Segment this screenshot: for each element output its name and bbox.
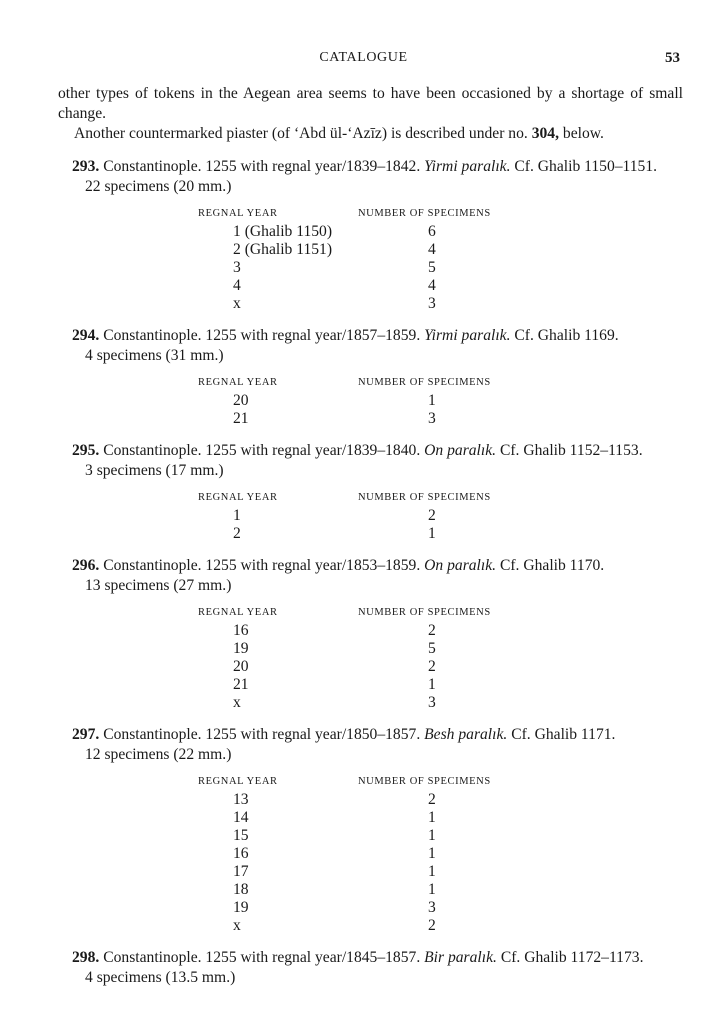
table-row (58, 223, 683, 241)
entry-reference: Cf. Ghalib 1170. (499, 557, 605, 574)
entry-mint: Constantinople. 1255 with regnal year/1839–1842. (103, 158, 421, 175)
specimen-count-cell: 1 (428, 676, 436, 693)
intro-text-end: below. (562, 125, 604, 142)
table-row (58, 845, 683, 863)
entry-denomination: Besh paralık. (424, 726, 508, 743)
catalogue-entry (58, 441, 683, 543)
table-header (58, 775, 683, 789)
entry-number: 293. (72, 158, 100, 175)
entry-specimens: 22 specimens (20 mm.) (85, 178, 232, 195)
catalogue-entry (58, 326, 683, 428)
entry-denomination: On paralık. (424, 557, 497, 574)
table-row (58, 525, 683, 543)
specimen-count-cell: 1 (428, 827, 436, 844)
table-row (58, 676, 683, 694)
regnal-year-cell: 18 (233, 881, 249, 898)
regnal-year-cell: 20 (233, 392, 249, 409)
entry-specimens: 3 specimens (17 mm.) (85, 462, 224, 479)
regnal-year-cell: 1 (233, 507, 241, 524)
entry-number: 294. (72, 327, 100, 344)
table-row (58, 658, 683, 676)
specimen-count-header: NUMBER OF SPECIMENS (358, 776, 491, 787)
table-row (58, 899, 683, 917)
table-row (58, 827, 683, 845)
regnal-year-cell: x (233, 295, 241, 312)
specimen-count-cell: 3 (428, 899, 436, 916)
specimen-table (58, 207, 683, 313)
entry-mint: Constantinople. 1255 with regnal year/1839–1840. (103, 442, 421, 459)
table-row (58, 863, 683, 881)
regnal-year-cell: x (233, 917, 241, 934)
specimen-count-cell: 1 (428, 809, 436, 826)
entry-number: 296. (72, 557, 100, 574)
table-row (58, 809, 683, 827)
table-row (58, 881, 683, 899)
entry-mint: Constantinople. 1255 with regnal year/1853–1859. (103, 557, 421, 574)
table-row (58, 277, 683, 295)
regnal-year-header: REGNAL YEAR (198, 377, 278, 388)
specimen-count-cell: 3 (428, 410, 436, 427)
table-row (58, 640, 683, 658)
specimen-table (58, 606, 683, 712)
specimen-count-cell: 2 (428, 791, 436, 808)
entry-denomination: Bir paralık. (424, 949, 497, 966)
specimen-count-header: NUMBER OF SPECIMENS (358, 492, 491, 503)
table-row (58, 295, 683, 313)
regnal-year-header: REGNAL YEAR (198, 492, 278, 503)
entry-description (58, 157, 683, 177)
table-row (58, 507, 683, 525)
entry-mint: Constantinople. 1255 with regnal year/1845–1857. (103, 949, 421, 966)
specimen-count-cell: 2 (428, 658, 436, 675)
specimen-count-cell: 3 (428, 295, 436, 312)
intro-paragraph: other types of tokens in the Aegean area seems to have been occasioned by a shortage of small change. (58, 85, 683, 122)
regnal-year-cell: 15 (233, 827, 249, 844)
intro-text: Another countermarked piaster (of ‘Abd ül-‘Azīz) is described under no. (74, 125, 528, 142)
regnal-year-cell: 13 (233, 791, 249, 808)
regnal-year-header: REGNAL YEAR (198, 776, 278, 787)
entry-description (58, 556, 683, 576)
specimen-count-header: NUMBER OF SPECIMENS (358, 208, 491, 219)
entry-reference: Cf. Ghalib 1150–1151. (514, 158, 658, 175)
entry-reference: Cf. Ghalib 1171. (511, 726, 616, 743)
table-row (58, 410, 683, 428)
regnal-year-cell: 2 (Ghalib 1151) (233, 241, 333, 258)
regnal-year-cell: 20 (233, 658, 249, 675)
intro-reference (58, 124, 683, 144)
specimen-count-header: NUMBER OF SPECIMENS (358, 607, 491, 618)
entry-denomination: On paralık. (424, 442, 497, 459)
specimen-count-cell: 5 (428, 640, 436, 657)
specimen-count-cell: 2 (428, 507, 436, 524)
table-row (58, 259, 683, 277)
table-header (58, 606, 683, 620)
table-row (58, 694, 683, 712)
entry-description (58, 441, 683, 461)
specimen-count-cell: 1 (428, 881, 436, 898)
entry-specimens: 13 specimens (27 mm.) (85, 577, 232, 594)
regnal-year-header: REGNAL YEAR (198, 607, 278, 618)
specimen-count-cell: 2 (428, 622, 436, 639)
entry-denomination: Yirmi paralık. (424, 158, 511, 175)
table-row (58, 791, 683, 809)
catalogue-entry (58, 948, 683, 988)
table-header (58, 207, 683, 221)
specimen-table (58, 376, 683, 428)
regnal-year-cell: 21 (233, 410, 249, 427)
catalogue-entry (58, 556, 683, 712)
regnal-year-cell: 16 (233, 845, 249, 862)
entry-specimens: 4 specimens (13.5 mm.) (85, 969, 236, 986)
catalogue-entry (58, 725, 683, 935)
regnal-year-cell: 19 (233, 640, 249, 657)
page-header-title: CATALOGUE (319, 50, 408, 65)
specimen-count-cell: 4 (428, 241, 436, 258)
specimen-count-cell: 6 (428, 223, 436, 240)
entry-description (58, 326, 683, 346)
entry-denomination: Yirmi paralık. (424, 327, 511, 344)
table-header (58, 491, 683, 505)
regnal-year-cell: x (233, 694, 241, 711)
table-row (58, 622, 683, 640)
regnal-year-cell: 17 (233, 863, 249, 880)
entry-specimens: 4 specimens (31 mm.) (85, 347, 224, 364)
regnal-year-header: REGNAL YEAR (198, 208, 278, 219)
regnal-year-cell: 3 (233, 259, 241, 276)
table-row (58, 241, 683, 259)
specimen-count-cell: 1 (428, 525, 436, 542)
entry-number: 298. (72, 949, 100, 966)
entry-mint: Constantinople. 1255 with regnal year/1857–1859. (103, 327, 421, 344)
regnal-year-cell: 14 (233, 809, 249, 826)
specimen-count-cell: 4 (428, 277, 436, 294)
specimen-count-cell: 5 (428, 259, 436, 276)
regnal-year-cell: 2 (233, 525, 241, 542)
page-body (58, 84, 683, 988)
regnal-year-cell: 4 (233, 277, 241, 294)
regnal-year-cell: 19 (233, 899, 249, 916)
entry-mint: Constantinople. 1255 with regnal year/1850–1857. (103, 726, 421, 743)
entry-description (58, 725, 683, 745)
specimen-count-cell: 3 (428, 694, 436, 711)
entry-reference: Cf. Ghalib 1169. (514, 327, 619, 344)
running-head (0, 50, 727, 70)
specimen-count-cell: 2 (428, 917, 436, 934)
entry-number: 295. (72, 442, 100, 459)
specimen-table (58, 775, 683, 935)
regnal-year-cell: 21 (233, 676, 249, 693)
table-header (58, 376, 683, 390)
catalogue-entries (58, 157, 683, 988)
entry-reference: Cf. Ghalib 1172–1173. (500, 949, 644, 966)
entry-description (58, 948, 683, 968)
entry-reference: Cf. Ghalib 1152–1153. (499, 442, 643, 459)
specimen-count-cell: 1 (428, 863, 436, 880)
catalogue-entry (58, 157, 683, 313)
regnal-year-cell: 1 (Ghalib 1150) (233, 223, 333, 240)
entry-specimens: 12 specimens (22 mm.) (85, 746, 232, 763)
table-row (58, 917, 683, 935)
entry-number: 297. (72, 726, 100, 743)
specimen-table (58, 491, 683, 543)
specimen-count-cell: 1 (428, 845, 436, 862)
page-number: 53 (665, 50, 680, 66)
specimen-count-cell: 1 (428, 392, 436, 409)
intro-crossref-number: 304, (531, 125, 559, 142)
regnal-year-cell: 16 (233, 622, 249, 639)
table-row (58, 392, 683, 410)
specimen-count-header: NUMBER OF SPECIMENS (358, 377, 491, 388)
